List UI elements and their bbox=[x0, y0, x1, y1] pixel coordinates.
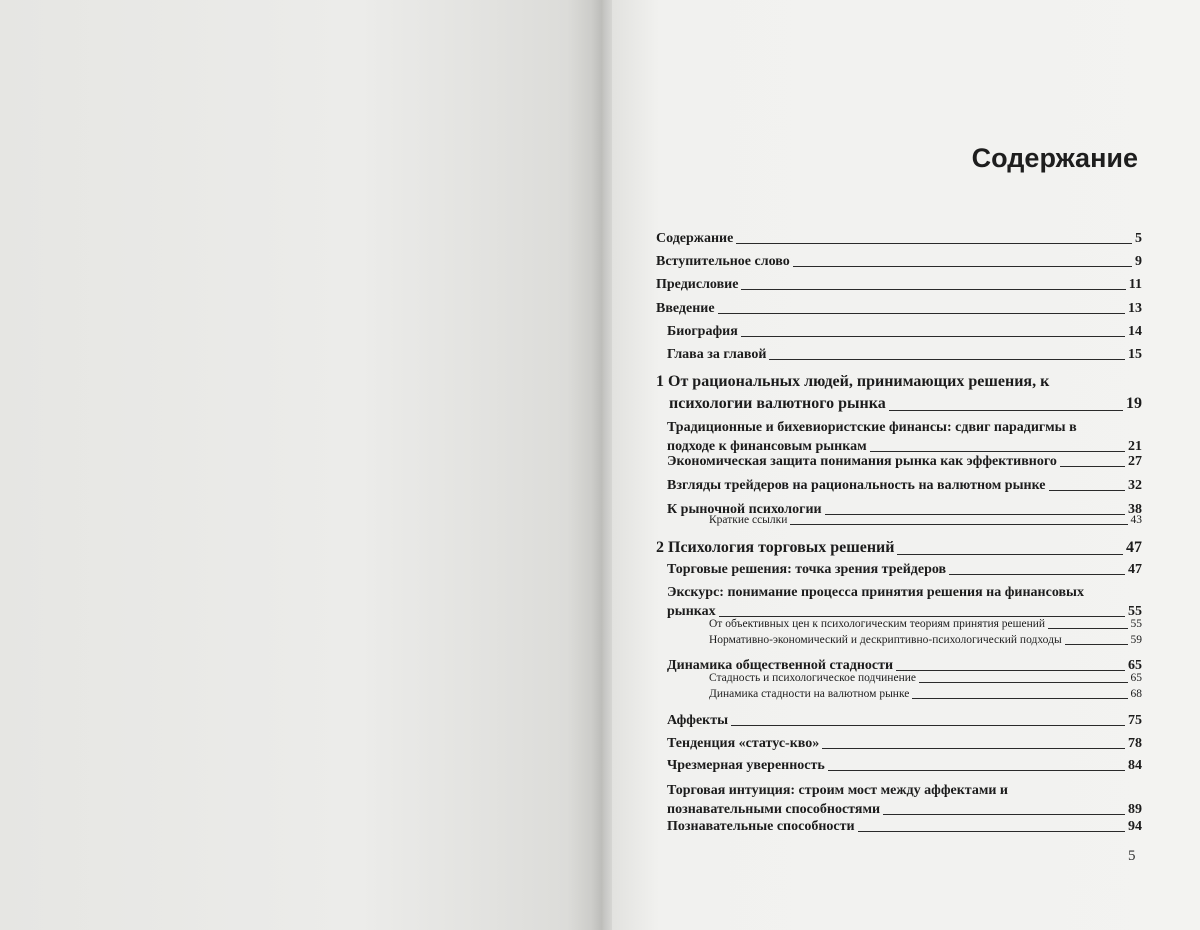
toc-entry-page: 32 bbox=[1128, 478, 1142, 493]
toc-entry-page: 38 bbox=[1128, 502, 1142, 517]
toc-entry-status-quo bbox=[667, 734, 1142, 753]
toc-entry-trading-intuition bbox=[667, 781, 1142, 819]
toc-entry-label: Динамика общественной стадности bbox=[667, 658, 894, 673]
toc-entry-biography bbox=[667, 322, 1142, 341]
toc-entry-page: 55 bbox=[1130, 618, 1142, 630]
toc-entry-label: Взгляды трейдеров на рациональность на валютном рынке bbox=[667, 478, 1046, 493]
toc-entry-page: 15 bbox=[1128, 347, 1142, 362]
toc-entry-economic-defense bbox=[667, 452, 1142, 471]
toc-entry-cognitive-abilities bbox=[667, 817, 1142, 836]
toc-entry-trading-decisions bbox=[667, 560, 1142, 579]
toc-entry-page: 68 bbox=[1130, 688, 1142, 700]
toc-entry-page: 11 bbox=[1128, 277, 1142, 292]
toc-entry-foreword bbox=[656, 252, 1142, 271]
toc-entry-label: Тенденция «статус-кво» bbox=[667, 736, 820, 751]
toc-entry-short-references bbox=[709, 513, 1142, 528]
toc-entry-excursus bbox=[667, 583, 1142, 621]
toc-entry-label: Содержание bbox=[656, 231, 734, 246]
toc-entry-label: Нормативно-экономический и дескриптивно-психологический подходы bbox=[709, 634, 1062, 646]
toc-entry-label: Аффекты bbox=[667, 713, 729, 728]
toc-entry-herding-submission bbox=[709, 671, 1142, 686]
toc-entry-contents bbox=[656, 229, 1142, 248]
toc-chapter-2 bbox=[656, 537, 1142, 559]
toc-entry-label: Чрезмерная уверенность bbox=[667, 758, 825, 773]
toc-entry-label-line1: Экскурс: понимание процесса принятия решения на финансовых bbox=[667, 585, 1084, 600]
toc-entry-label: психологии валютного рынка bbox=[669, 395, 886, 412]
toc-entry-page: 47 bbox=[1126, 539, 1142, 556]
toc-entry-page: 13 bbox=[1128, 301, 1142, 316]
toc-entry-page: 27 bbox=[1128, 454, 1142, 469]
page-number: 5 bbox=[1128, 848, 1136, 864]
toc-entry-page: 65 bbox=[1128, 658, 1142, 673]
page-title: Содержание bbox=[971, 143, 1138, 173]
toc-entry-page: 65 bbox=[1130, 672, 1142, 684]
toc-entry-label: 2 Психология торговых решений bbox=[656, 539, 895, 556]
toc-entry-traders-views bbox=[667, 476, 1142, 495]
toc-entry-label: Краткие ссылки bbox=[709, 514, 788, 526]
toc-entry-label: Вступительное слово bbox=[656, 254, 790, 269]
toc-entry-page: 14 bbox=[1128, 324, 1142, 339]
toc-entry-introduction bbox=[656, 299, 1142, 318]
toc-entry-label: К рыночной психологии bbox=[667, 502, 822, 517]
toc-entry-label: Экономическая защита понимания рынка как эффективного bbox=[667, 454, 1057, 469]
toc-entry-page: 21 bbox=[1128, 439, 1142, 454]
toc-entry-label: Предисловие bbox=[656, 277, 739, 292]
toc-entry-page: 47 bbox=[1128, 562, 1142, 577]
toc-entry-page: 19 bbox=[1126, 395, 1142, 412]
toc-entry-label: Введение bbox=[656, 301, 715, 316]
toc-entry-overconfidence bbox=[667, 756, 1142, 775]
toc-entry-chapter-by-chapter bbox=[667, 345, 1142, 364]
toc-entry-label: подходе к финансовым рынкам bbox=[667, 439, 867, 454]
toc-entry-herding-forex bbox=[709, 687, 1142, 702]
toc-entry-page: 5 bbox=[1135, 231, 1142, 246]
toc-entry-page: 9 bbox=[1135, 254, 1142, 269]
toc-entry-page: 59 bbox=[1130, 634, 1142, 646]
toc-entry-label: Биография bbox=[667, 324, 738, 339]
toc-chapter-1 bbox=[656, 371, 1142, 415]
toc-entry-page: 84 bbox=[1128, 758, 1142, 773]
toc-entry-page: 43 bbox=[1130, 514, 1142, 526]
toc-entry-label: Познавательные способности bbox=[667, 819, 855, 834]
toc-entry-label: От объективных цен к психологическим теориям принятия решений bbox=[709, 618, 1046, 630]
toc-entry-objective-prices bbox=[709, 617, 1142, 632]
toc-entry-label: Глава за главой bbox=[667, 347, 767, 362]
toc-entry-label: Стадность и психологическое подчинение bbox=[709, 672, 916, 684]
toc-entry-label: Торговые решения: точка зрения трейдеров bbox=[667, 562, 947, 577]
toc-entry-page: 89 bbox=[1128, 802, 1142, 817]
toc-entry-page: 55 bbox=[1128, 604, 1142, 619]
toc-entry-label: познавательными способностями bbox=[667, 802, 881, 817]
toc-entry-page: 94 bbox=[1128, 819, 1142, 834]
toc-entry-normative-descriptive bbox=[709, 633, 1142, 648]
toc-entry-preface bbox=[656, 275, 1142, 294]
toc-entry-label: Динамика стадности на валютном рынке bbox=[709, 688, 910, 700]
toc-entry-label-line1: 1 От рациональных людей, принимающих решения, к bbox=[656, 373, 1050, 390]
toc-entry-traditional-behavioral-finance bbox=[667, 418, 1142, 456]
toc-entry-label: рынках bbox=[667, 604, 716, 619]
toc-entry-page: 78 bbox=[1128, 736, 1142, 751]
toc-entry-affects bbox=[667, 711, 1142, 730]
toc-entry-label-line1: Торговая интуиция: строим мост между аффектами и bbox=[667, 783, 1008, 798]
toc-entry-label-line1: Традиционные и бихевиористские финансы: сдвиг парадигмы в bbox=[667, 420, 1077, 435]
toc-entry-page: 75 bbox=[1128, 713, 1142, 728]
